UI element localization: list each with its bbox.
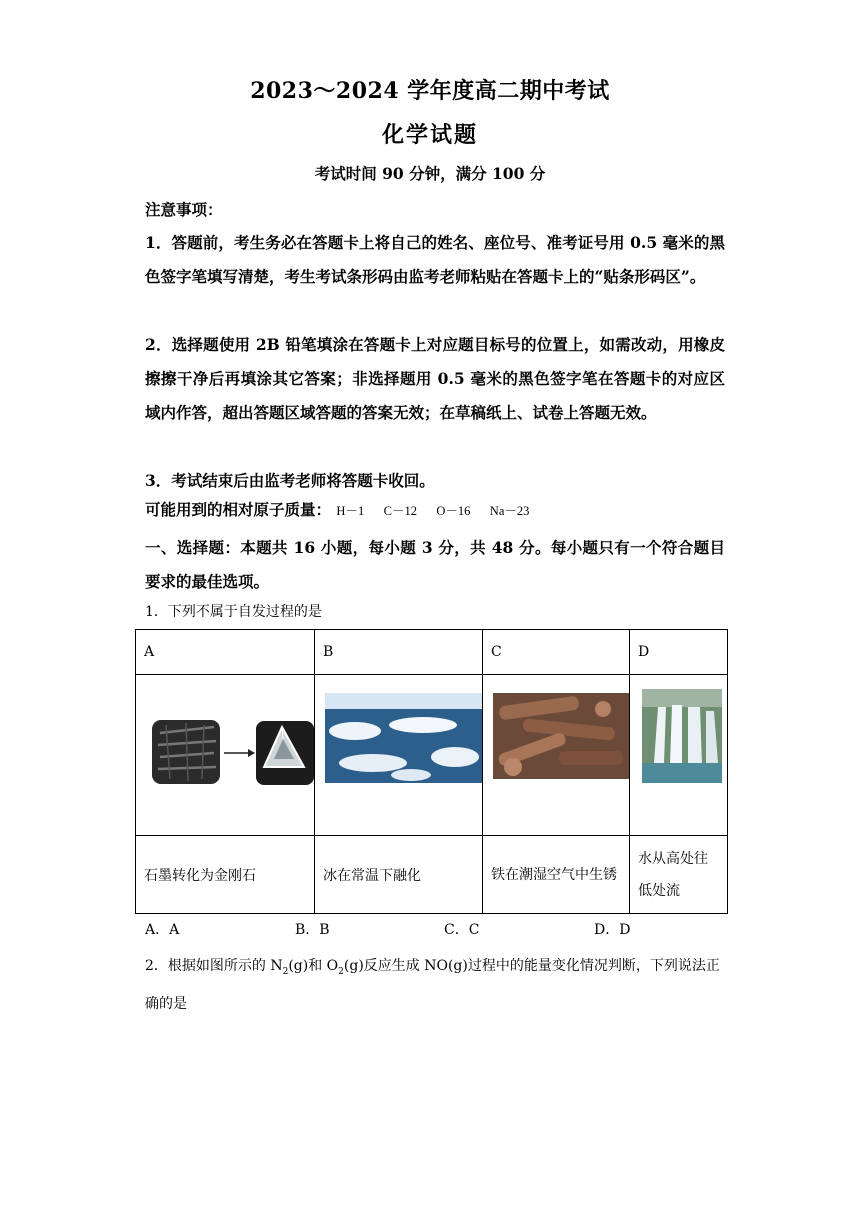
answer-c: C．C	[444, 922, 480, 938]
caption-a: 石墨转化为金刚石	[136, 836, 315, 914]
atomic-mass-label: 可能用到的相对原子质量：	[145, 500, 332, 519]
caption-c: 铁在潮湿空气中生锈	[483, 836, 630, 914]
notes-heading: 注意事项：	[145, 200, 223, 219]
note-item-1: 1．答题前，考生务必在答题卡上将自己的姓名、座位号、准考证号用 0.5 毫米的黑色签字笔填写清楚，考生考试条形码由监考老师粘贴在答题卡上的“贴条形码区”。	[145, 233, 725, 286]
note-item-3: 3．考试结束后由监考老师将答题卡收回。	[145, 471, 435, 490]
subject-title: 化学试题	[381, 122, 478, 148]
waterfall-image	[630, 675, 727, 831]
question-1-stem: 1．下列不属于自发过程的是	[145, 604, 322, 620]
melting-ice-image	[315, 675, 482, 831]
rusted-iron-image	[483, 675, 629, 831]
header-a: A	[136, 630, 315, 675]
note-item-2: 2．选择题使用 2B 铅笔填涂在答题卡上对应题目标号的位置上，如需改动，用橡皮擦擦干净后再填涂其它答案；非选择题用 0.5 毫米的黑色签字笔在答题卡的对应区域内作答，超出答题区域答题的答案无效；在草稿纸上、试卷上答题无效。	[145, 335, 725, 422]
exam-info: 考试时间 90 分钟，满分 100 分	[314, 164, 546, 183]
section-heading: 一、选择题：本题共 16 小题，每小题 3 分，共 48 分。每小题只有一个符合题目要求的最佳选项。	[145, 538, 725, 591]
atomic-mass-line	[145, 497, 543, 524]
graphite-to-diamond-image	[136, 675, 314, 831]
mass-c: C－12	[383, 504, 417, 518]
answer-b: B．B	[295, 922, 330, 938]
answer-d: D．D	[594, 922, 631, 938]
question-2-stem	[145, 950, 725, 1020]
answer-a: A．A	[145, 922, 180, 938]
image-cell-b	[315, 675, 483, 836]
q2-sub-b: 2	[338, 966, 344, 977]
image-cell-a	[136, 675, 315, 836]
image-cell-d	[630, 675, 728, 836]
exam-title: 2023～2024 学年度高二期中考试	[250, 78, 610, 104]
caption-b: 冰在常温下融化	[315, 836, 483, 914]
q2-sub-a: 2	[282, 966, 289, 977]
caption-d: 水从高处往低处流	[630, 836, 728, 914]
q2-text-a: 2．根据如图所示的 N	[145, 958, 283, 974]
q2-text-c: (g)反应生成 NO(g)过程中的能量变化情况判断，下列说法正确的是	[145, 958, 720, 1012]
mass-h: H－1	[336, 504, 365, 518]
q2-text-b: (g)和 O	[288, 958, 339, 974]
header-c: C	[483, 630, 630, 675]
image-cell-c	[483, 675, 630, 836]
mass-o: O－16	[436, 504, 471, 518]
header-b: B	[315, 630, 483, 675]
question-1-options-table	[135, 629, 728, 914]
header-d: D	[630, 630, 728, 675]
mass-na: Na－23	[489, 504, 530, 518]
